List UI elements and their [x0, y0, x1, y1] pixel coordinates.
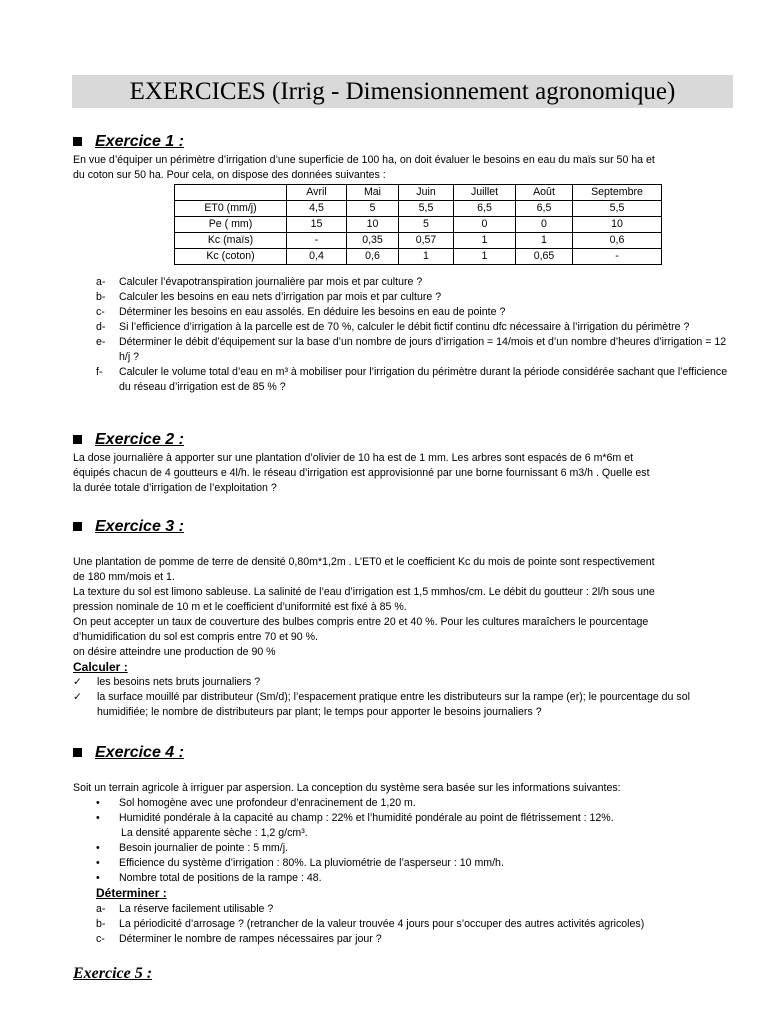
table-cell: 0,65 [516, 249, 573, 265]
exercise-1-questions [96, 275, 736, 395]
bullet-icon: • [96, 857, 100, 869]
climate-data-table [174, 184, 662, 265]
question-item [96, 365, 736, 395]
table-cell: 6,5 [454, 201, 516, 217]
table-cell: 1 [454, 233, 516, 249]
table-cell: 0 [516, 217, 573, 233]
table-cell: 5 [399, 217, 454, 233]
question-letter: c- [96, 306, 105, 318]
question-letter: d- [96, 321, 106, 333]
text-line: Une plantation de pomme de terre de densité 0,80m*1,2m . L’ET0 et le coefficient Kc du mois de pointe sont respectivement [73, 556, 655, 568]
question-text: Déterminer les besoins en eau assolés. En déduire les besoins en eau de pointe ? [119, 306, 506, 318]
density-line: La densité apparente sèche : 1,2 g/cm³. [121, 827, 308, 839]
question-item [96, 275, 736, 290]
square-bullet-icon [73, 748, 82, 757]
bullet-text: Sol homogène avec une profondeur d’enracinement de 1,20 m. [119, 797, 416, 809]
table-header-cell: Août [516, 185, 573, 201]
exercise-2-heading [73, 429, 184, 449]
question-item [96, 917, 736, 932]
check-text: les besoins nets bruts journaliers ? [97, 676, 261, 688]
table-header-cell [175, 185, 287, 201]
table-cell: 1 [454, 249, 516, 265]
table-header-cell: Avril [287, 185, 347, 201]
bullet-text: Nombre total de positions de la rampe : 48. [119, 872, 322, 884]
exercise-2-text [73, 451, 733, 496]
exercise-4-title: Exercice 4 : [95, 743, 184, 761]
table-cell: 5,5 [399, 201, 454, 217]
bullet-icon: • [96, 842, 100, 854]
question-letter: b- [96, 918, 106, 930]
question-letter: f- [96, 366, 103, 378]
text-line: de 180 mm/mois et 1. [73, 571, 175, 583]
table-row [175, 249, 662, 265]
exercise-1-title: Exercice 1 : [95, 132, 184, 150]
table-cell: Kc (maïs) [175, 233, 287, 249]
table-cell: 1 [516, 233, 573, 249]
bullet-item [96, 811, 736, 826]
question-letter: a- [96, 903, 106, 915]
exercise-3-checklist [73, 675, 733, 720]
question-text: Si l’efficience d’irrigation à la parcelle est de 70 %, calculer le débit fictif continu dfc nécessaire à l’irrigation du périmètre ? [119, 321, 690, 333]
table-cell: 0 [454, 217, 516, 233]
page-title: EXERCICES (Irrig - Dimensionnement agronomique) [72, 75, 733, 108]
exercise-1-heading [73, 131, 184, 151]
bullet-item [96, 841, 736, 856]
table-cell: ET0 (mm/j) [175, 201, 287, 217]
table-cell: 5,5 [573, 201, 662, 217]
table-cell: 1 [399, 249, 454, 265]
exercise-4-heading [73, 742, 184, 762]
table-row [175, 217, 662, 233]
square-bullet-icon [73, 435, 82, 444]
table-header-cell: Juin [399, 185, 454, 201]
table-cell: Kc (coton) [175, 249, 287, 265]
table-row [175, 233, 662, 249]
text-line: La dose journalière à apporter sur une plantation d’olivier de 10 ha est de 1 mm. Les arbres sont espacés de 6 m*6m et [73, 452, 634, 464]
table-cell: 0,4 [287, 249, 347, 265]
bullet-text: Besoin journalier de pointe : 5 mm/j. [119, 842, 288, 854]
table-cell: - [287, 233, 347, 249]
text-line: On peut accepter un taux de couverture des bulbes compris entre 20 et 40 %. Pour les cultures maraîchers le pourcentage [73, 616, 649, 628]
exercise-4-intro [73, 781, 733, 796]
text-line: La texture du sol est limono sableuse. La salinité de l’eau d’irrigation est 1,5 mmhos/cm. Le débit du goutteur : 2l/h sous une [73, 586, 655, 598]
exercise-3-text [73, 555, 733, 660]
square-bullet-icon [73, 522, 82, 531]
bullet-item [96, 856, 736, 871]
question-item [96, 902, 736, 917]
question-item [96, 335, 736, 365]
text-line: Soit un terrain agricole à irriguer par aspersion. La conception du système sera basée sur les informations suivantes: [73, 782, 621, 794]
question-letter: b- [96, 291, 106, 303]
square-bullet-icon [73, 137, 82, 146]
bullet-icon: • [96, 872, 100, 884]
question-item [96, 290, 736, 305]
question-text: La réserve facilement utilisable ? [119, 903, 274, 915]
table-cell: Pe ( mm) [175, 217, 287, 233]
exercise-5-title: Exercice 5 : [73, 964, 153, 982]
table-cell: 0,6 [573, 233, 662, 249]
exercise-1-intro [73, 153, 733, 183]
text-line: d’humidification du sol est compris entre 70 et 90 %. [73, 631, 318, 643]
question-letter: e- [96, 336, 106, 348]
table-cell: 0,6 [347, 249, 399, 265]
check-item [73, 675, 733, 690]
question-letter: c- [96, 933, 105, 945]
exercise-3-title: Exercice 3 : [95, 517, 184, 535]
exercise-4-data-list [96, 796, 736, 886]
table-cell: 10 [347, 217, 399, 233]
calculate-label: Calculer : [73, 660, 128, 674]
bullet-item [96, 796, 736, 811]
text-line: on désire atteindre une production de 90 % [73, 646, 276, 658]
bullet-item [96, 871, 736, 886]
intro-line: En vue d’équiper un périmètre d’irrigation d’une superficie de 100 ha, on doit évaluer le besoins en eau du maïs sur 50 ha et [73, 154, 655, 166]
question-letter: a- [96, 276, 106, 288]
check-item [73, 690, 733, 720]
table-header-cell: Juillet [454, 185, 516, 201]
question-text: Calculer les besoins en eau nets d’irrigation par mois et par culture ? [119, 291, 442, 303]
checkmark-icon: ✓ [73, 691, 82, 703]
question-text: Calculer l’évapotranspiration journalière par mois et par culture ? [119, 276, 423, 288]
question-item [96, 932, 736, 947]
determine-label: Déterminer : [96, 886, 167, 900]
exercise-3-heading [73, 516, 184, 536]
table-row [175, 201, 662, 217]
bullet-icon: • [96, 812, 100, 824]
bullet-icon: • [96, 797, 100, 809]
table-cell: 0,57 [399, 233, 454, 249]
exercise-4-questions [96, 902, 736, 947]
question-item [96, 305, 736, 320]
table-cell: 10 [573, 217, 662, 233]
question-item [96, 320, 736, 335]
table-header-cell: Septembre [573, 185, 662, 201]
question-text: Calculer le volume total d’eau en m³ à mobiliser pour l’irrigation du périmètre durant la période considérée sachant que l’efficience du réseau d’irrigation est de 85 % ? [119, 366, 728, 393]
question-text: La périodicité d’arrosage ? (retrancher de la valeur trouvée 4 jours pour s’occuper des autres activités agricoles) [119, 918, 645, 930]
table-cell: 15 [287, 217, 347, 233]
question-text: Déterminer le nombre de rampes nécessaires par jour ? [119, 933, 382, 945]
question-text: Déterminer le débit d’équipement sur la base d’un nombre de jours d’irrigation = 14/mois et d’un nombre d’heures d’irrigation = 12 h/j ? [119, 336, 727, 363]
table-cell: 0,35 [347, 233, 399, 249]
table-cell: 5 [347, 201, 399, 217]
exercise-2-title: Exercice 2 : [95, 430, 184, 448]
text-line: équipés chacun de 4 goutteurs e 4l/h. le réseau d’irrigation est approvisionné par une borne fournissant 6 m3/h . Quelle est [73, 467, 650, 479]
bullet-text: Efficience du système d’irrigation : 80%. La pluviométrie de l’asperseur : 10 mm/h. [119, 857, 504, 869]
exercise-5-heading [73, 963, 152, 983]
bullet-text: Humidité pondérale à la capacité au champ : 22% et l’humidité pondérale au point de flétrissement : 12%. [119, 812, 614, 824]
text-line: la durée totale d’irrigation de l’exploitation ? [73, 482, 277, 494]
table-header-row [175, 185, 662, 201]
checkmark-icon: ✓ [73, 676, 82, 688]
table-cell: 6,5 [516, 201, 573, 217]
table-cell: 4,5 [287, 201, 347, 217]
text-line: pression nominale de 10 m et le coefficient d’uniformité est fixé à 85 %. [73, 601, 407, 613]
table-header-cell: Mai [347, 185, 399, 201]
intro-line: du coton sur 50 ha. Pour cela, on dispose des données suivantes : [73, 169, 386, 181]
check-text: la surface mouillé par distributeur (Sm/d); l’espacement pratique entre les distributeurs sur la rampe (er); le pourcentage du sol humidifiée; le nombre de distributeurs par plant; le temps pour apporter le besoins journaliers ? [97, 691, 690, 718]
table-cell: - [573, 249, 662, 265]
